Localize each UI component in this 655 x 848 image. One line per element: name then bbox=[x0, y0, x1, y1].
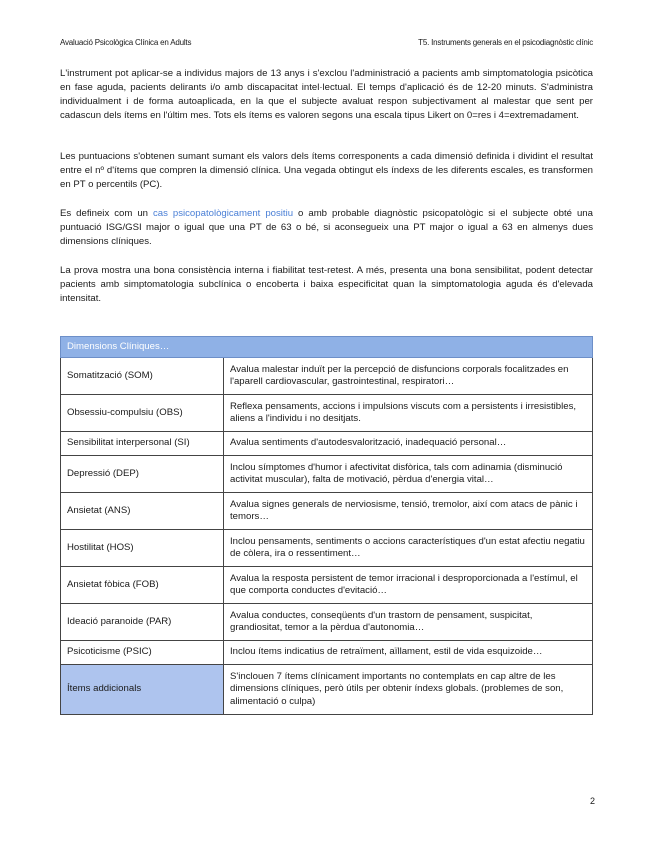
paragraph-scoring: Les puntuacions s'obtenen sumant sumant els valors dels ítems corresponents a cada dimensió definida i dividint el resultat entre el nº d'ítems que compren la dimensió clínica. Una vegada obtingut els índexs de les diferents escales, es transformen en PT o percentils (PC). bbox=[60, 151, 593, 190]
table-row bbox=[61, 493, 593, 530]
positive-case-text-after: o amb probable diagnòstic psicopatològic si el subjecte obté una puntuació ISG/GSI major o igual que una PT de 63 o bé, si aconsegueix una PT major o igual a 63 en almenys dues dimensions clíniques. bbox=[60, 208, 593, 247]
table-row bbox=[61, 530, 593, 567]
dimension-description: Reflexa pensaments, accions i impulsions viscuts com a persistents i irresistibles, aliens a l'individu i no desitjats. bbox=[224, 395, 593, 432]
dimension-name: Psicoticisme (PSIC) bbox=[61, 641, 224, 665]
page-number: 2 bbox=[589, 796, 595, 806]
dimension-description: S'inclouen 7 ítems clínicament importants no contemplats en cap altre de les dimensions clíniques, però útils per obtenir índexs globals. (problemes de son, alimentació o culpa) bbox=[224, 665, 593, 715]
table-row bbox=[61, 665, 593, 715]
dimension-name: Depressió (DEP) bbox=[61, 456, 224, 493]
positive-case-text-before: Es defineix com un bbox=[60, 208, 153, 219]
dimension-description: Avalua sentiments d'autodesvalorització, inadequació personal… bbox=[224, 432, 593, 456]
table-row bbox=[61, 604, 593, 641]
dimension-name: Ansietat (ANS) bbox=[61, 493, 224, 530]
dimension-description: Avalua signes generals de nerviosisme, tensió, tremolor, així com atacs de pànic i temors… bbox=[224, 493, 593, 530]
table-header-cell: Dimensions Clíniques… bbox=[61, 337, 593, 358]
table-row bbox=[61, 358, 593, 395]
dimension-name: Obsessiu-compulsiu (OBS) bbox=[61, 395, 224, 432]
dimension-description: Avalua la resposta persistent de temor irracional i desproporcionada a l'estímul, el que comporta conductes d'evitació… bbox=[224, 567, 593, 604]
dimension-name: Ítems addicionals bbox=[61, 665, 224, 715]
header-right-title: T5. Instruments generals en el psicodiagnòstic clínic bbox=[418, 38, 593, 47]
dimension-name: Ansietat fòbica (FOB) bbox=[61, 567, 224, 604]
dimension-description: Inclou pensaments, sentiments o accions característiques d'un estat afectiu negatiu de còlera, ira o ressentiment… bbox=[224, 530, 593, 567]
header-left-title: Avaluació Psicològica Clínica en Adults bbox=[60, 38, 192, 47]
paragraph-reliability: La prova mostra una bona consistència interna i fiabilitat test-retest. A més, presenta una bona sensibilitat, podent detectar pacients amb simptomatologia subclínica o encoberta i baixa especificitat quan la simptomatologia aguda és d'elevada intensitat. bbox=[60, 265, 593, 304]
dimension-name: Ideació paranoide (PAR) bbox=[61, 604, 224, 641]
table-row bbox=[61, 395, 593, 432]
clinical-dimensions-table bbox=[60, 336, 593, 715]
dimension-name: Sensibilitat interpersonal (SI) bbox=[61, 432, 224, 456]
dimension-description: Avalua malestar induït per la percepció de disfuncions corporals focalitzades en l'aparell cardiovascular, gastrointestinal, respiratori… bbox=[224, 358, 593, 395]
dimension-name: Hostilitat (HOS) bbox=[61, 530, 224, 567]
table-row bbox=[61, 567, 593, 604]
table-header-row bbox=[61, 337, 593, 358]
dimension-name: Somatització (SOM) bbox=[61, 358, 224, 395]
dimension-description: Avalua conductes, conseqüents d'un trastorn de pensament, suspicitat, grandiositat, temor a la pèrdua d'autonomia… bbox=[224, 604, 593, 641]
table-row bbox=[61, 456, 593, 493]
paragraph-positive-case bbox=[60, 207, 593, 249]
paragraph-administration: L'instrument pot aplicar-se a individus majors de 13 anys i s'exclou l'administració a pacients amb simptomatologia psicòtica en fase aguda, pacients delirants i/o amb discapacitat intel·lectual. El temps d'aplicació és de 12-20 minuts. S'administra individualment i de forma autoaplicada, en la que el subjecte avaluat respon subjectivament al malestar que sent per cadascun dels ítems en l'últim mes. Tots els ítems es valoren segons una escala tipus Likert on 0=res i 4=extremadament. bbox=[60, 68, 593, 121]
dimension-description: Inclou ítems indicatius de retraïment, aïllament, estil de vida esquizoide… bbox=[224, 641, 593, 665]
table-row bbox=[61, 432, 593, 456]
table-row bbox=[61, 641, 593, 665]
positive-case-link[interactable]: cas psicopatològicament positiu bbox=[152, 208, 294, 219]
dimension-description: Inclou símptomes d'humor i afectivitat disfòrica, tals com adinamia (disminució activitat muscular), falta de motivació, pèrdua d'energia vital… bbox=[224, 456, 593, 493]
